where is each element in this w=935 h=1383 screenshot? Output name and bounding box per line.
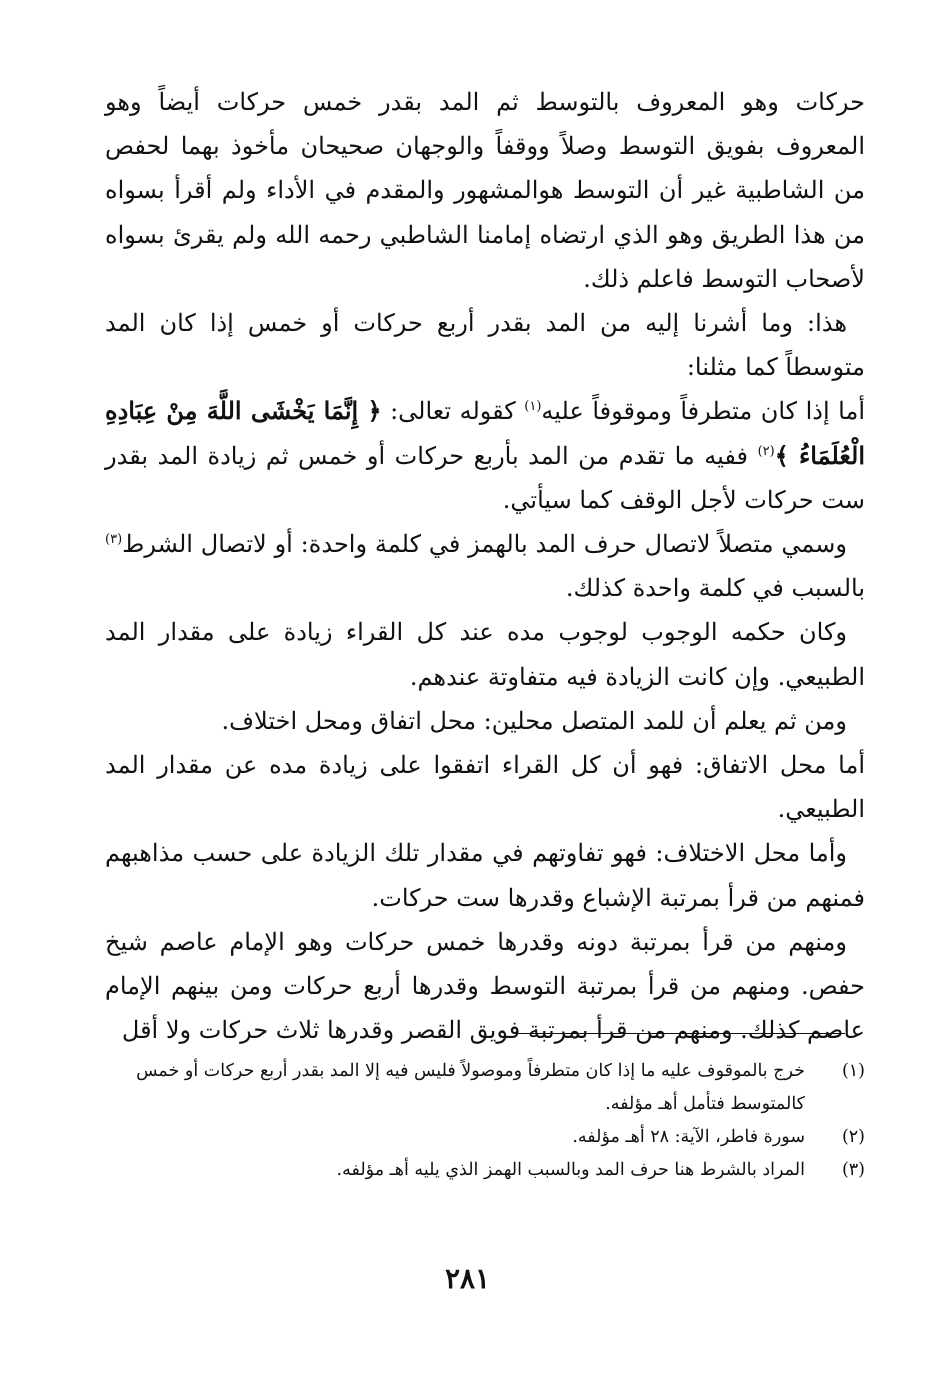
paragraph-3-part-a: أما إذا كان متطرفاً وموقوفاً عليه <box>541 397 866 426</box>
main-text <box>105 80 865 1052</box>
paragraph-3 <box>105 389 865 522</box>
footnote-ref-1: (١) <box>524 399 542 415</box>
footnote-3 <box>105 1154 865 1187</box>
footnote-number: (٢) <box>841 1127 865 1147</box>
footnote-2 <box>105 1121 865 1154</box>
footnote-text: خرج بالموقوف عليه ما إذا كان متطرفاً وموصولاً فليس فيه إلا المد بقدر أربع حركات أو خمس كالمتوسط فتأمل أهـ مؤلفه. <box>136 1061 805 1114</box>
page-number: ٢٨١ <box>444 1262 491 1295</box>
paragraph-4-part-b: بالسبب في كلمة واحدة كذلك. <box>565 574 865 603</box>
footnote-ref-3: (٣) <box>105 532 123 548</box>
paragraph-1: حركات وهو المعروف بالتوسط ثم المد بقدر خمس حركات أيضاً وهو المعروف بفويق التوسط وصلاً ووقفاً والوجهان صحيحان مأخوذ بهما لحفص من الشاطبية غير أن التوسط هوالمشهور والمقدم في الأداء ولم أقرأ بسواه من هذا الطريق وهو الذي ارتضاه إمامنا الشاطبي رحمه الله ولم يقرئ بسواه لأصحاب التوسط فاعلم ذلك. <box>105 88 865 293</box>
footnote-1 <box>105 1055 865 1121</box>
paragraph-2: هذا: وما أشرنا إليه من المد بقدر أربع حركات أو خمس إذا كان المد متوسطاً كما مثلنا: <box>105 309 865 382</box>
footnote-number: (١) <box>841 1061 865 1081</box>
paragraph-7: أما محل الاتفاق: فهو أن كل القراء اتفقوا على زيادة مده عن مقدار المد الطبيعي. <box>105 751 865 824</box>
footnote-separator <box>515 1033 845 1034</box>
paragraph-4 <box>105 522 865 610</box>
paragraph-3-part-b: كقوله تعالى: <box>381 397 525 426</box>
paragraph-4-part-a: وسمي متصلاً لاتصال حرف المد بالهمز في كلمة واحدة: أو لاتصال الشرط <box>122 530 847 559</box>
paragraph-9: ومنهم من قرأ بمرتبة دونه وقدرها خمس حركات وهو الإمام عاصم شيخ حفص. ومنهم من قرأ بمرتبة التوسط وقدرها أربع حركات ومن بينهم الإمام عاصم كذلك. ومنهم من قرأ بمرتبة فويق القصر وقدرها ثلاث حركات ولا أقل <box>105 927 866 1045</box>
footnote-ref-2: (٢) <box>757 443 775 459</box>
quran-verse: ﴿ إِنَّمَا يَخْشَى اللَّهَ مِنْ عِبَادِهِ الْعُلَمَاءُ ﴾ <box>105 396 865 470</box>
footnote-number: (٣) <box>841 1160 865 1180</box>
footnote-text: سورة فاطر، الآية: ٢٨ أهـ مؤلفه. <box>572 1127 805 1147</box>
paragraph-3-part-c: ففيه ما تقدم من المد بأربع حركات أو خمس ثم زيادة المد بقدر ست حركات لأجل الوقف كما سيأتي. <box>105 441 865 514</box>
footnotes <box>105 1055 865 1187</box>
footnote-text: المراد بالشرط هنا حرف المد وبالسبب الهمز الذي يليه أهـ مؤلفه. <box>336 1160 805 1180</box>
paragraph-6: ومن ثم يعلم أن للمد المتصل محلين: محل اتفاق ومحل اختلاف. <box>221 706 847 735</box>
paragraph-8: وأما محل الاختلاف: فهو تفاوتهم في مقدار تلك الزيادة على حسب مذاهبهم فمنهم من قرأ بمرتبة الإشباع وقدرها ست حركات. <box>105 839 865 912</box>
paragraph-5: وكان حكمه الوجوب لوجوب مده عند كل القراء زيادة على مقدار المد الطبيعي. وإن كانت الزيادة فيه متفاوتة عندهم. <box>105 618 865 691</box>
